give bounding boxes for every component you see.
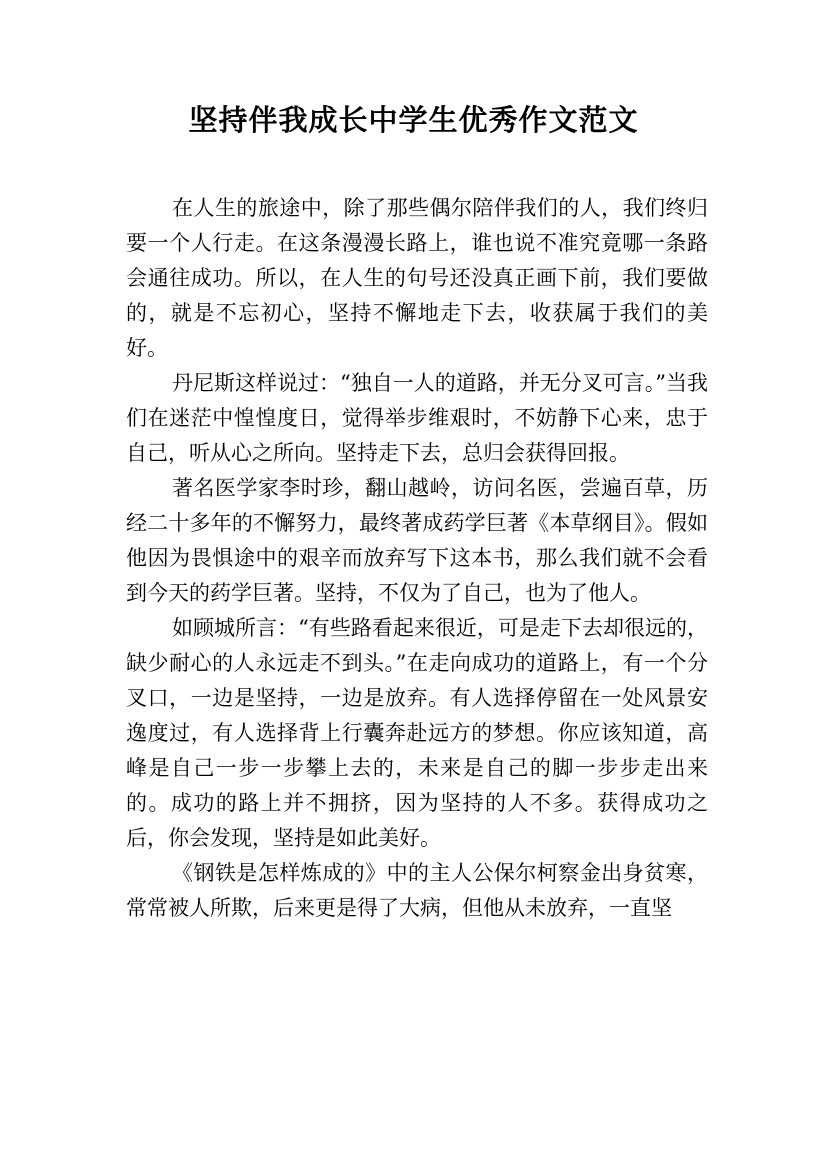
paragraph: 在人生的旅途中，除了那些偶尔陪伴我们的人，我们终归要一个人行走。在这条漫漫长路上，谁也说不准究竟哪一条路会通往成功。所以，在人生的句号还没真正画下前，我们要做的，就是不忘初心，坚持不懈地走下去，收获属于我们的美好。	[126, 196, 708, 360]
paragraph: 如顾城所言：“有些路看起来很近，可是走下去却很远的，缺少耐心的人永远走不到头。”在走向成功的道路上，有一个分叉口，一边是坚持，一边是放弃。有人选择停留在一处风景安逸度过，有人选择背上行囊奔赴远方的梦想。你应该知道，高峰是自己一步一步攀上去的，未来是自己的脚一步步走出来的。成功的路上并不拥挤，因为坚持的人不多。获得成功之后，你会发现，坚持是如此美好。	[126, 616, 708, 850]
paragraph: 著名医学家李时珍，翻山越岭，访问名医，尝遍百草，历经二十多年的不懈努力，最终著成药学巨著《本草纲目》。假如他因为畏惧途中的艰辛而放弃写下这本书，那么我们就不会看到今天的药学巨著。坚持，不仅为了自己，也为了他人。	[126, 476, 708, 605]
paragraph: 丹尼斯这样说过：“独自一人的道路，并无分叉可言。”当我们在迷茫中惶惶度日，觉得举步维艰时，不妨静下心来，忠于自己，听从心之所向。坚持走下去，总归会获得回报。	[126, 371, 708, 465]
document-body	[126, 191, 708, 926]
document-title: 坚持伴我成长中学生优秀作文范文	[188, 103, 639, 137]
paragraph: 《钢铁是怎样炼成的》中的主人公保尔柯察金出身贫寒，常常被人所欺，后来更是得了大病，但他从未放弃，一直坚	[126, 861, 708, 920]
